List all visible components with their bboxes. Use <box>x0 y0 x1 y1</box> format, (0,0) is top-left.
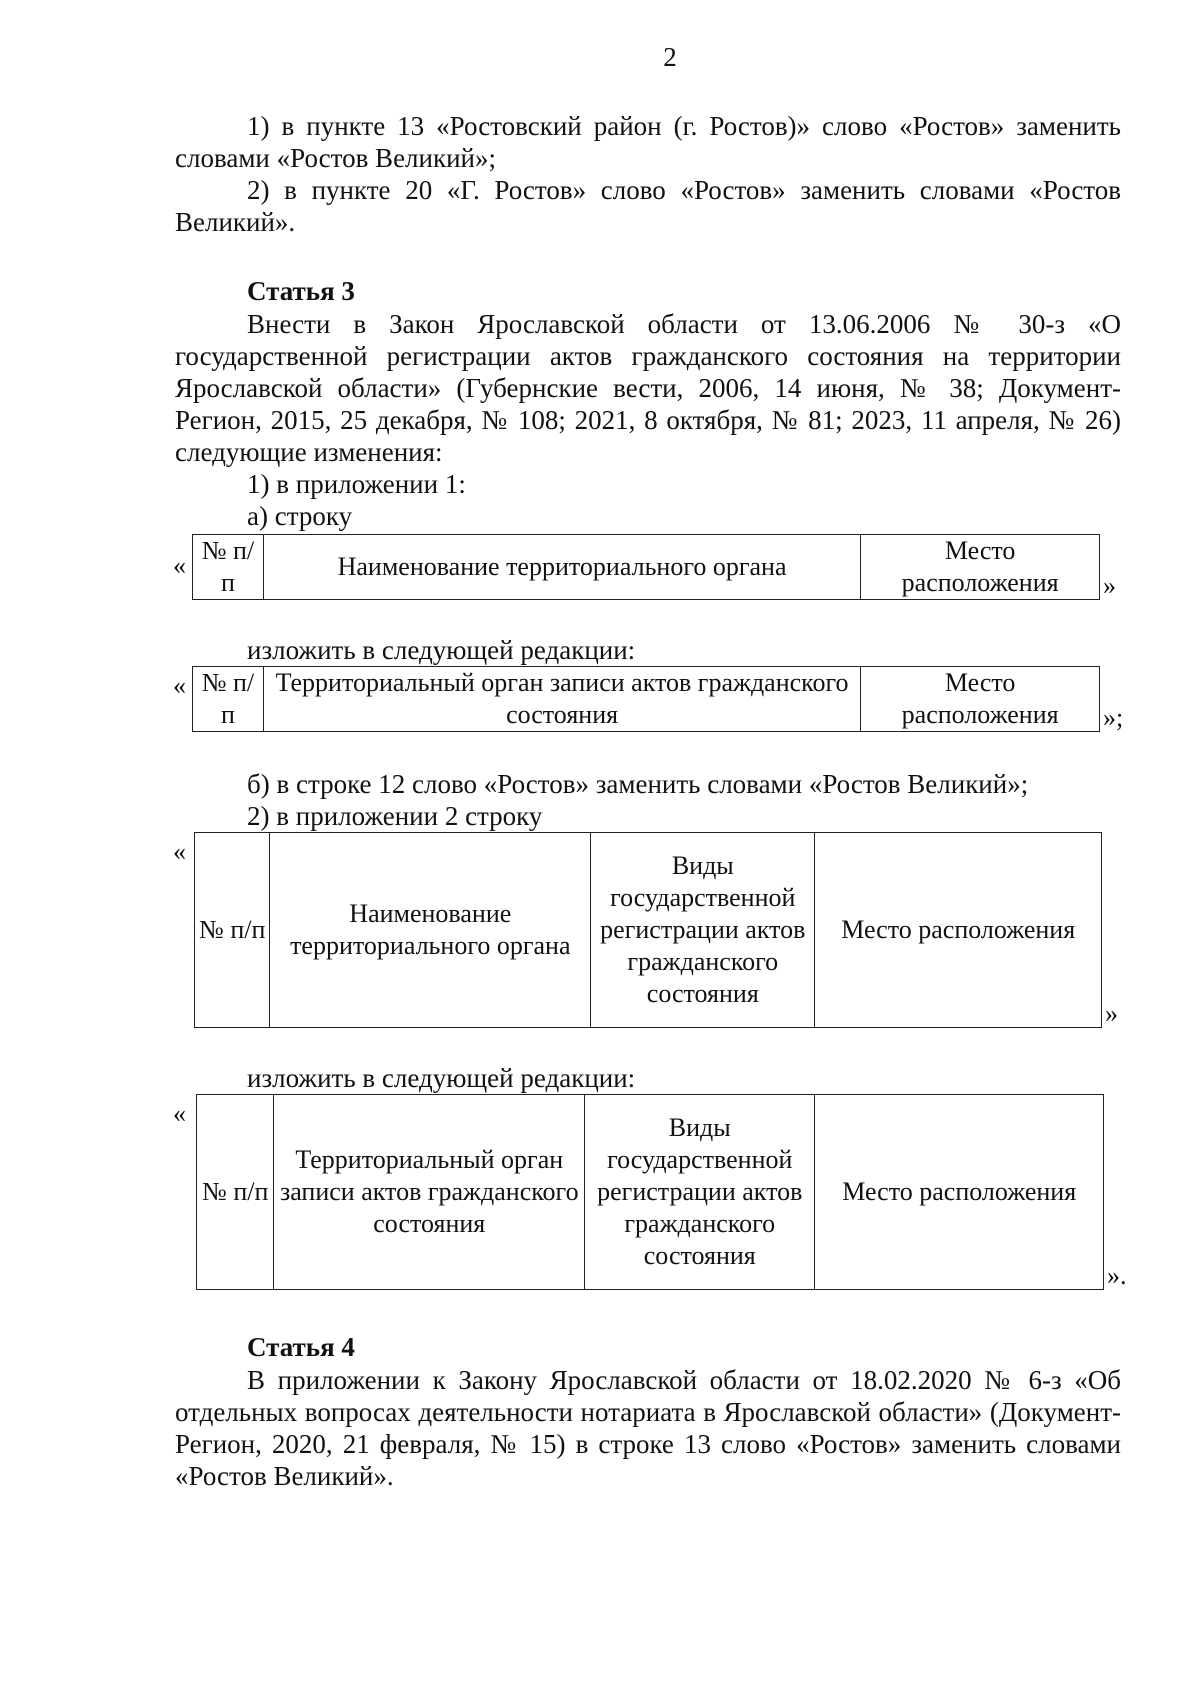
article4-heading: Статья 4 <box>247 1332 355 1362</box>
article2-item-2: 2) в пункте 20 «Г. Ростов» слово «Ростов» заменить словами «Ростов Великий». <box>175 175 1121 237</box>
quote-open-t1n: « <box>173 671 186 700</box>
table2-new-col-kinds: Виды государственной регистрации актов гражданского состояния <box>585 1095 815 1290</box>
table2-old-col-place: Место расположения <box>815 833 1102 1028</box>
table1-old-col-num: № п/п <box>193 535 264 600</box>
table2-new-col-num: № п/п <box>197 1095 274 1290</box>
table2-old-col-kinds: Виды государственной регистрации актов гражданского состояния <box>591 833 815 1028</box>
quote-close-t2: » <box>1105 999 1118 1028</box>
table1-old-col-place: Место расположения <box>861 535 1100 600</box>
article2-item-1: 1) в пункте 13 «Ростовский район (г. Ростов)» слово «Ростов» заменить словами «Ростов Великий»; <box>175 111 1121 173</box>
table2-old-col-name: Наименование территориального органа <box>270 833 591 1028</box>
table2-new-col-place: Место расположения <box>815 1095 1104 1290</box>
quote-open-t1: « <box>173 551 186 580</box>
article3-sub1b: б) в строке 12 слово «Ростов» заменить словами «Ростов Великий»; <box>247 769 1029 799</box>
table1-new-col-num: № п/п <box>193 667 264 732</box>
table1-old <box>192 534 1100 600</box>
quote-close-t1n: »; <box>1103 703 1124 732</box>
article4-text: В приложении к Закону Ярославской области от 18.02.2020 № 6-з «Об отдельных вопросах деятельности нотариата в Ярославской области» (Документ-Регион, 2020, 21 февраля, № 15) в строке 13 слово «Ростов» заменить словами «Ростов Великий». <box>175 1365 1121 1491</box>
edit-label-1: изложить в следующей редакции: <box>247 635 636 665</box>
quote-open-t2n: « <box>173 1099 186 1128</box>
quote-open-t2: « <box>173 837 186 866</box>
article3-heading: Статья 3 <box>247 276 355 306</box>
table2-old <box>194 832 1102 1028</box>
table2-new-col-name: Территориальный орган записи актов гражданского состояния <box>274 1095 585 1290</box>
quote-close-t2n: ». <box>1107 1261 1127 1290</box>
table1-new-col-place: Место расположения <box>861 667 1100 732</box>
article3-sub1: 1) в приложении 1: <box>247 469 466 499</box>
edit-label-2: изложить в следующей редакции: <box>247 1063 636 1093</box>
quote-close-t1: » <box>1103 571 1116 600</box>
table1-old-col-name: Наименование территориального органа <box>263 535 860 600</box>
article3-sub2: 2) в приложении 2 строку <box>247 801 543 831</box>
table1-new-col-name: Территориальный орган записи актов гражданского состояния <box>263 667 860 732</box>
article3-intro: Внести в Закон Ярославской области от 13.06.2006 № 30-з «О государственной регистрации актов гражданского состояния на территории Ярославской области» (Губернские вести, 2006, 14 июня, № 38; Документ-Регион, 2015, 25 декабря, № 108; 2021, 8 октября, № 81; 2023, 11 апреля, № 26) следующие изменения: <box>175 309 1121 467</box>
table1-new <box>192 666 1100 732</box>
table2-new <box>196 1094 1104 1290</box>
page-number: 2 <box>663 42 677 72</box>
article3-sub1a: а) строку <box>247 501 353 531</box>
table2-old-col-num: № п/п <box>195 833 270 1028</box>
